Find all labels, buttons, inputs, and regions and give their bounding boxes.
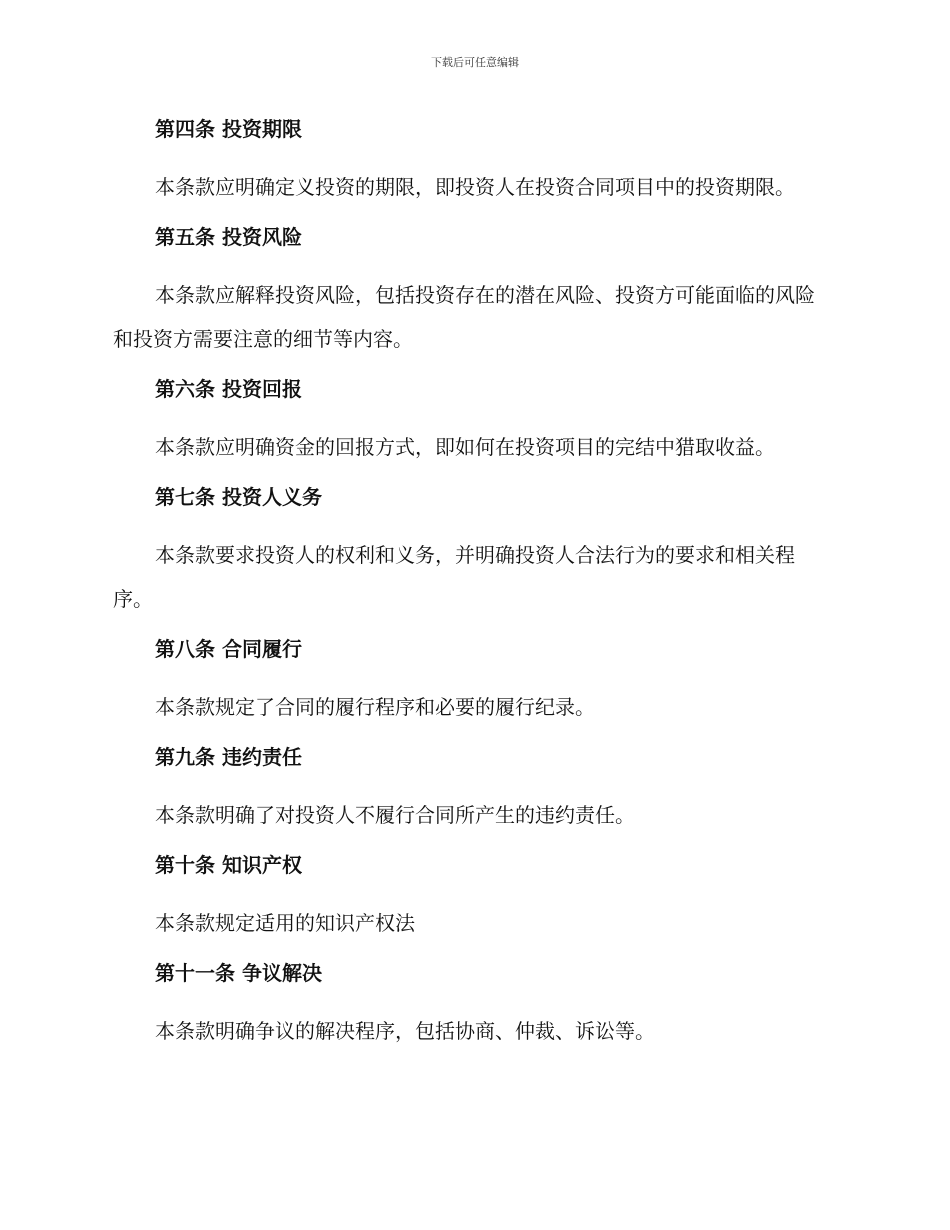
section-heading: 第七条 投资人义务 bbox=[155, 485, 322, 509]
section-heading: 第六条 投资回报 bbox=[155, 377, 302, 401]
section-body: 本条款应明确定义投资的期限，即投资人在投资合同项目中的投资期限。 bbox=[155, 175, 795, 199]
section-article-9 bbox=[113, 739, 833, 837]
section-heading: 第十条 知识产权 bbox=[155, 853, 302, 877]
section-body: 本条款明确了对投资人不履行合同所产生的违约责任。 bbox=[155, 803, 635, 827]
section-article-6 bbox=[113, 371, 833, 469]
document-content bbox=[113, 111, 833, 1063]
section-article-7 bbox=[113, 479, 833, 621]
section-heading: 第五条 投资风险 bbox=[155, 225, 302, 249]
section-body: 本条款应明确资金的回报方式，即如何在投资项目的完结中猎取收益。 bbox=[155, 435, 775, 459]
section-body: 本条款规定了合同的履行程序和必要的履行纪录。 bbox=[155, 695, 595, 719]
section-article-11 bbox=[113, 955, 833, 1053]
section-body: 本条款要求投资人的权利和义务，并明确投资人合法行为的要求和相关程序。 bbox=[113, 543, 795, 611]
section-article-10 bbox=[113, 847, 833, 945]
section-body: 本条款规定适用的知识产权法 bbox=[155, 911, 415, 935]
section-heading: 第八条 合同履行 bbox=[155, 637, 302, 661]
section-body: 本条款明确争议的解决程序，包括协商、仲裁、诉讼等。 bbox=[155, 1019, 655, 1043]
section-heading: 第四条 投资期限 bbox=[155, 117, 302, 141]
section-article-8 bbox=[113, 631, 833, 729]
header-note: 下载后可任意编辑 bbox=[431, 56, 519, 69]
section-body: 本条款应解释投资风险，包括投资存在的潜在风险、投资方可能面临的风险和投资方需要注意的细节等内容。 bbox=[113, 283, 815, 351]
section-heading: 第九条 违约责任 bbox=[155, 745, 302, 769]
section-article-5 bbox=[113, 219, 833, 361]
section-article-4 bbox=[113, 111, 833, 209]
section-heading: 第十一条 争议解决 bbox=[155, 961, 322, 985]
